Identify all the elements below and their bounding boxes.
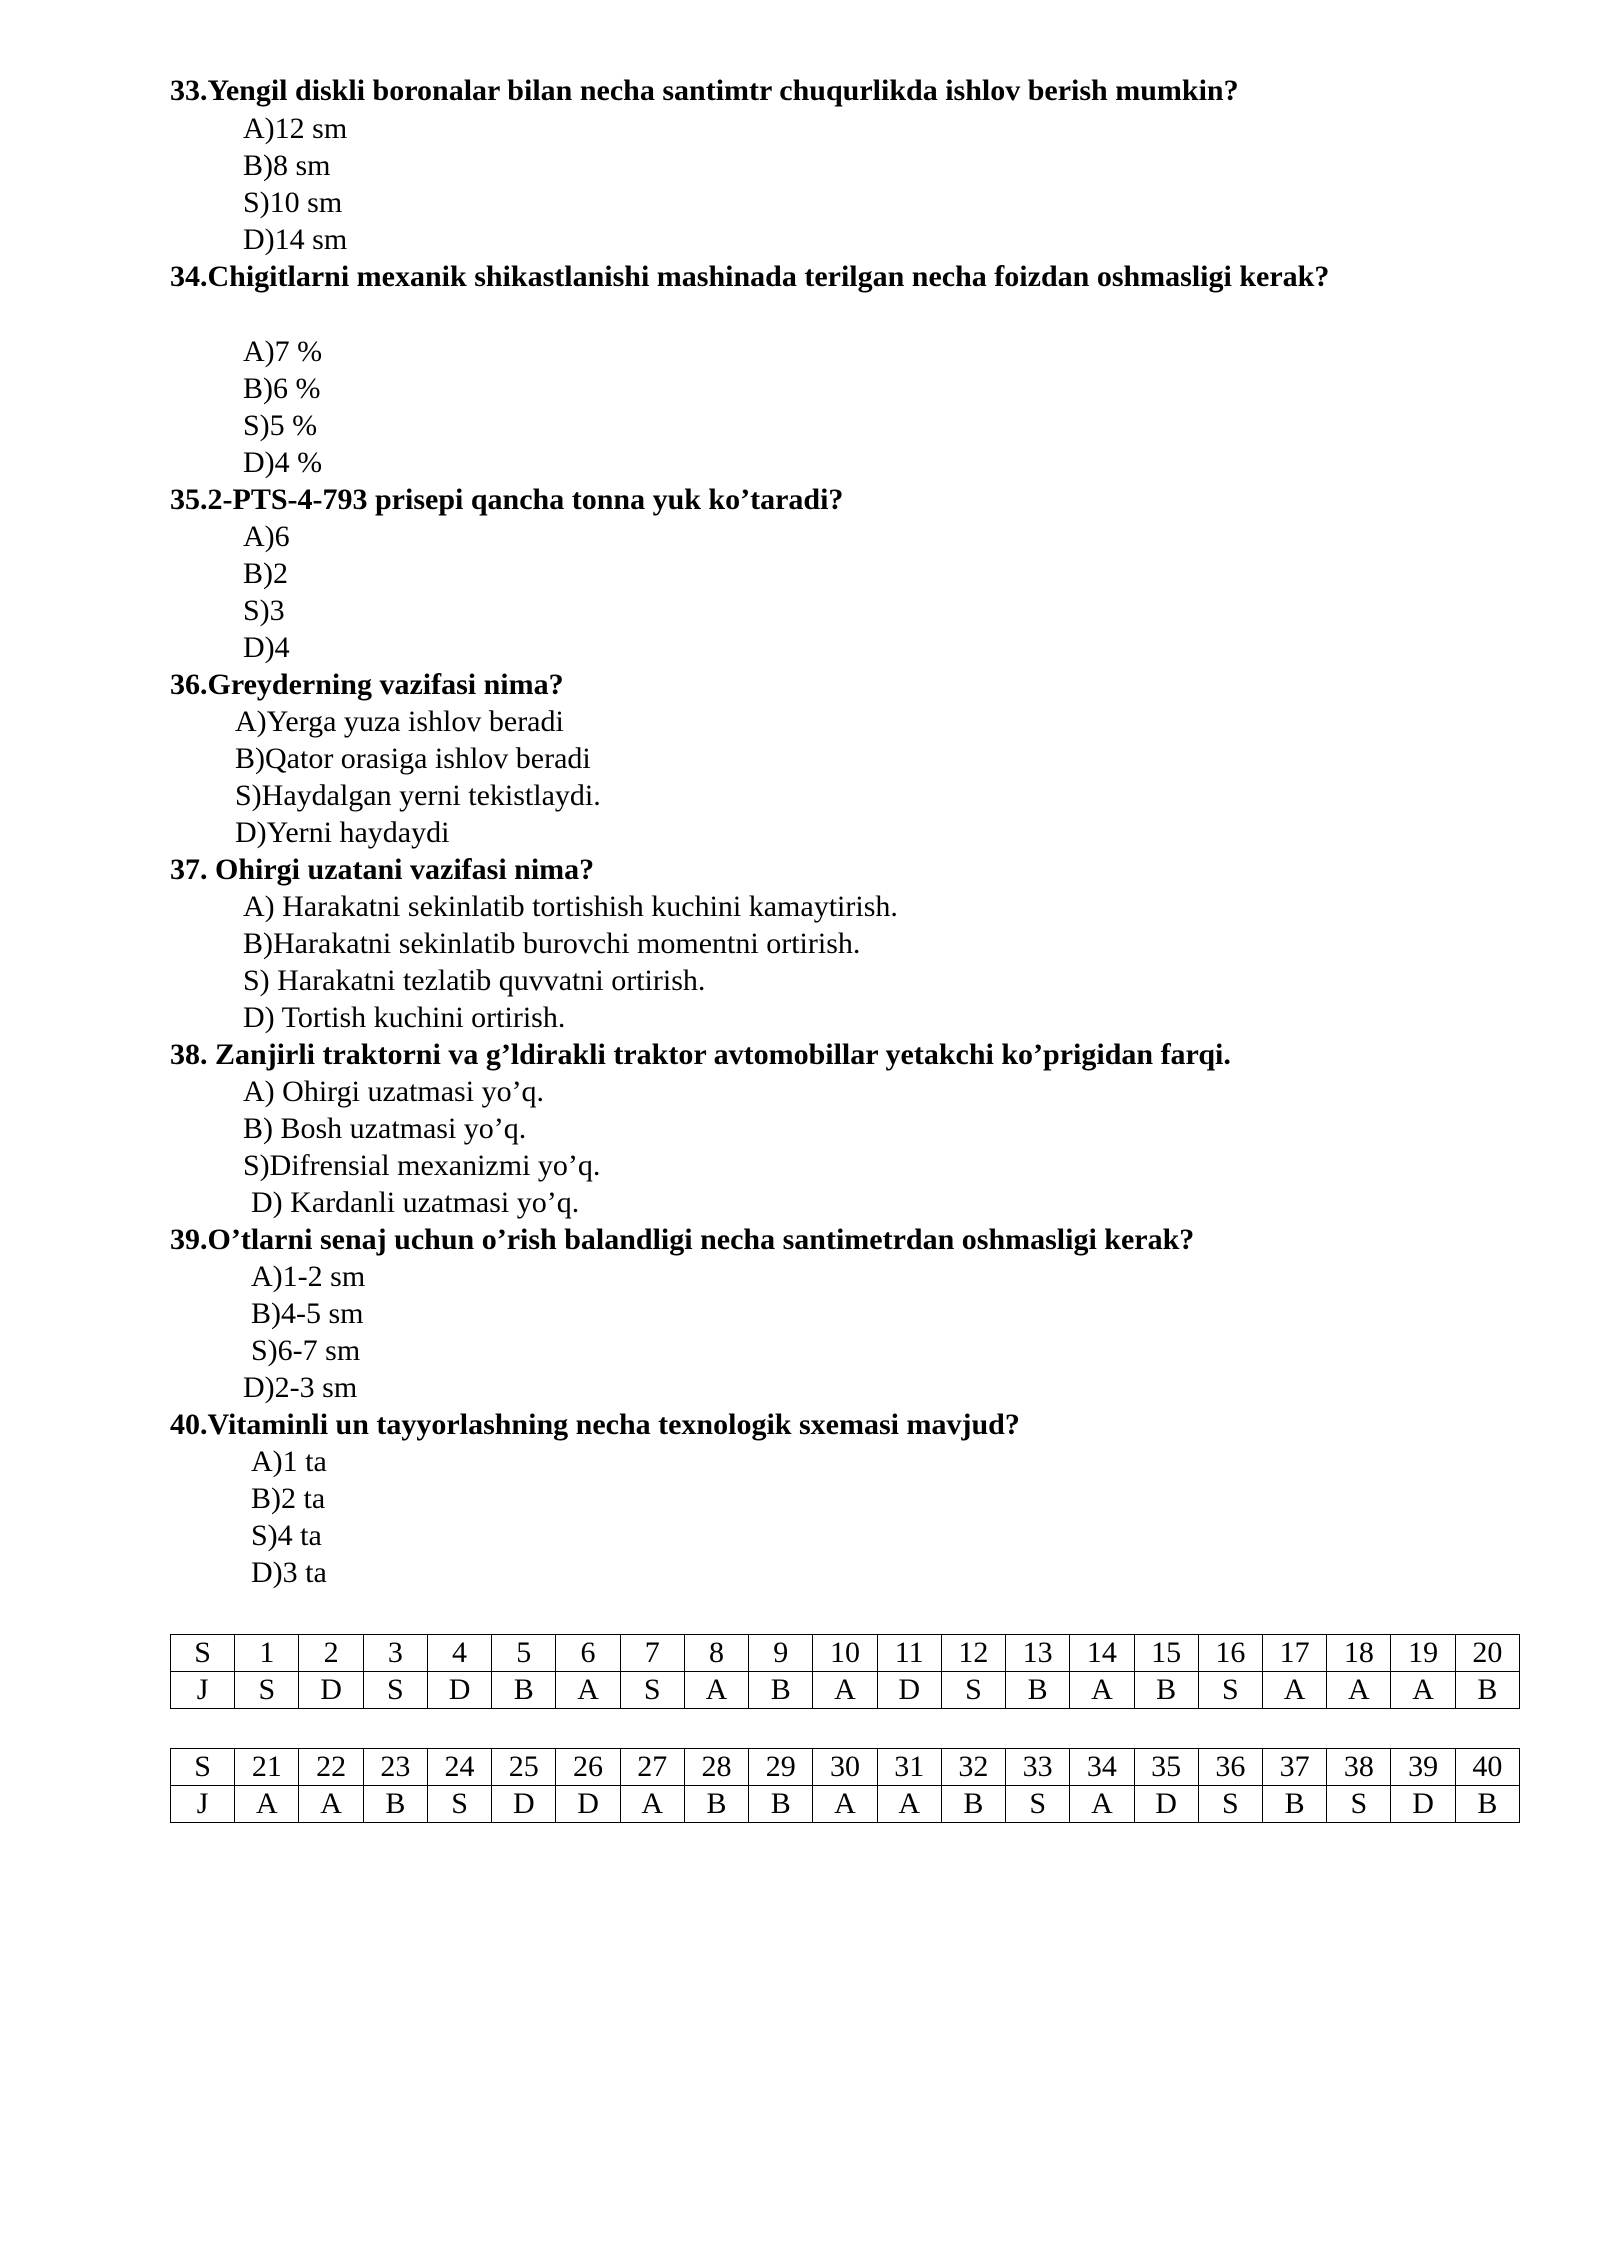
- question-38-option-a: A) Ohirgi uzatmasi yo’q.: [243, 1075, 545, 1108]
- answer-key-answer-row: [171, 1672, 1520, 1709]
- answer-key-question-number-cell: 31: [877, 1749, 941, 1786]
- question-34-option-a: A)7 %: [243, 335, 323, 368]
- answer-key-answer-cell: B: [1134, 1672, 1198, 1709]
- answer-key-question-number-cell: 38: [1327, 1749, 1391, 1786]
- question-36-option-s: S)Haydalgan yerni tekistlaydi.: [235, 779, 601, 812]
- answer-key-question-number-cell: 27: [620, 1749, 684, 1786]
- answer-key-question-number-cell: 11: [877, 1635, 941, 1672]
- answer-key-answer-cell: D: [556, 1786, 620, 1823]
- answer-key-question-number-cell: 6: [556, 1635, 620, 1672]
- question-35-option-d: D)4: [243, 631, 290, 664]
- answer-key-answer-cell: J: [171, 1786, 235, 1823]
- question-40-option-a: A)1 ta: [251, 1445, 327, 1478]
- answer-key-question-number-cell: 22: [299, 1749, 363, 1786]
- answer-key-question-number-cell: 3: [363, 1635, 427, 1672]
- question-39-option-a: A)1-2 sm: [251, 1260, 366, 1293]
- question-34-option-s: S)5 %: [243, 409, 318, 442]
- answer-key-answer-cell: B: [1262, 1786, 1326, 1823]
- answer-key-question-number-cell: 37: [1262, 1749, 1326, 1786]
- answer-key-question-number-cell: 16: [1198, 1635, 1262, 1672]
- answer-key-question-number-cell: 39: [1391, 1749, 1455, 1786]
- answer-key-answer-cell: S: [235, 1672, 299, 1709]
- answer-key-question-number-cell: 7: [620, 1635, 684, 1672]
- question-33-option-d: D)14 sm: [243, 223, 348, 256]
- answer-key-question-number-cell: 12: [941, 1635, 1005, 1672]
- question-39-option-d: D)2-3 sm: [243, 1371, 358, 1404]
- answer-key-answer-cell: S: [1327, 1786, 1391, 1823]
- question-38-option-s: S)Difrensial mexanizmi yo’q.: [243, 1149, 601, 1182]
- question-36-option-d: D)Yerni haydaydi: [235, 816, 450, 849]
- question-34-title: 34.Chigitlarni mexanik shikastlanishi mashinada terilgan necha foizdan oshmasligi kerak?: [170, 260, 1330, 293]
- question-34-option-b: B)6 %: [243, 372, 321, 405]
- question-40-title: 40.Vitaminli un tayyorlashning necha texnologik sxemasi mavjud?: [170, 1408, 1020, 1441]
- answer-key-answer-cell: S: [427, 1786, 491, 1823]
- answer-key-table-1: [170, 1634, 1520, 1709]
- answer-key-answer-cell: D: [877, 1672, 941, 1709]
- answer-key-question-number-cell: 14: [1070, 1635, 1134, 1672]
- answer-key-question-number-cell: 8: [684, 1635, 748, 1672]
- answer-key-answer-cell: S: [620, 1672, 684, 1709]
- answer-key-answer-cell: D: [492, 1786, 556, 1823]
- answer-key-answer-cell: B: [941, 1786, 1005, 1823]
- answer-key-question-number-cell: 13: [1006, 1635, 1070, 1672]
- answer-key-answer-cell: B: [1455, 1672, 1519, 1709]
- question-36-option-b: B)Qator orasiga ishlov beradi: [235, 742, 591, 775]
- question-33-option-b: B)8 sm: [243, 149, 331, 182]
- question-33-title: 33.Yengil diskli boronalar bilan necha santimtr chuqurlikda ishlov berish mumkin?: [170, 74, 1239, 107]
- answer-key-answer-cell: S: [363, 1672, 427, 1709]
- answer-key-question-number-cell: 26: [556, 1749, 620, 1786]
- question-38-option-d: D) Kardanli uzatmasi yo’q.: [251, 1186, 580, 1219]
- answer-key-question-number-cell: 19: [1391, 1635, 1455, 1672]
- answer-key-question-number-cell: 23: [363, 1749, 427, 1786]
- answer-key-answer-cell: S: [1198, 1786, 1262, 1823]
- answer-key-question-number-cell: S: [171, 1749, 235, 1786]
- answer-key-question-number-cell: 25: [492, 1749, 556, 1786]
- question-35-option-a: A)6: [243, 520, 290, 553]
- answer-key-question-number-cell: 4: [427, 1635, 491, 1672]
- answer-key-question-number-cell: 1: [235, 1635, 299, 1672]
- answer-key-question-number-cell: 35: [1134, 1749, 1198, 1786]
- answer-key-answer-cell: A: [813, 1672, 877, 1709]
- question-34-option-d: D)4 %: [243, 446, 323, 479]
- answer-key-question-number-cell: 21: [235, 1749, 299, 1786]
- answer-key-header-row: [171, 1635, 1520, 1672]
- answer-key-answer-cell: A: [620, 1786, 684, 1823]
- answer-key-answer-cell: A: [877, 1786, 941, 1823]
- answer-key-question-number-cell: 18: [1327, 1635, 1391, 1672]
- answer-key-answer-cell: B: [749, 1672, 813, 1709]
- answer-key-answer-cell: D: [427, 1672, 491, 1709]
- answer-key-question-number-cell: 10: [813, 1635, 877, 1672]
- answer-key-table-2: [170, 1748, 1520, 1823]
- answer-key-answer-cell: A: [813, 1786, 877, 1823]
- question-37-option-s: S) Harakatni tezlatib quvvatni ortirish.: [243, 964, 706, 997]
- answer-key-answer-cell: B: [749, 1786, 813, 1823]
- answer-key-answer-cell: B: [363, 1786, 427, 1823]
- answer-key-answer-cell: J: [171, 1672, 235, 1709]
- answer-key-answer-cell: A: [1391, 1672, 1455, 1709]
- answer-key-question-number-cell: 2: [299, 1635, 363, 1672]
- question-39-option-s: S)6-7 sm: [251, 1334, 361, 1367]
- answer-key-question-number-cell: 28: [684, 1749, 748, 1786]
- answer-key-answer-cell: D: [1391, 1786, 1455, 1823]
- question-40-option-d: D)3 ta: [251, 1556, 327, 1589]
- answer-key-answer-cell: A: [556, 1672, 620, 1709]
- question-36-option-a: A)Yerga yuza ishlov beradi: [235, 705, 564, 738]
- answer-key-question-number-cell: 32: [941, 1749, 1005, 1786]
- answer-key-answer-cell: D: [299, 1672, 363, 1709]
- answer-key-answer-cell: A: [1327, 1672, 1391, 1709]
- answer-key-answer-cell: B: [1006, 1672, 1070, 1709]
- question-40-option-s: S)4 ta: [251, 1519, 322, 1552]
- question-39-title: 39.O’tlarni senaj uchun o’rish balandligi necha santimetrdan oshmasligi kerak?: [170, 1223, 1195, 1256]
- answer-key-question-number-cell: 24: [427, 1749, 491, 1786]
- question-39-option-b: B)4-5 sm: [251, 1297, 364, 1330]
- answer-key-answer-cell: A: [1262, 1672, 1326, 1709]
- question-33-option-s: S)10 sm: [243, 186, 343, 219]
- question-38-title: 38. Zanjirli traktorni va g’ldirakli traktor avtomobillar yetakchi ko’prigidan farqi.: [170, 1038, 1231, 1071]
- question-37-option-b: B)Harakatni sekinlatib burovchi momentni ortirish.: [243, 927, 861, 960]
- answer-key-answer-cell: B: [684, 1786, 748, 1823]
- answer-key-answer-cell: B: [492, 1672, 556, 1709]
- question-35-option-b: B)2: [243, 557, 288, 590]
- question-35-title: 35.2-PTS-4-793 prisepi qancha tonna yuk ko’taradi?: [170, 483, 844, 516]
- answer-key-answer-cell: A: [235, 1786, 299, 1823]
- answer-key-answer-cell: S: [1006, 1786, 1070, 1823]
- answer-key-question-number-cell: S: [171, 1635, 235, 1672]
- answer-key-answer-cell: S: [941, 1672, 1005, 1709]
- question-40-option-b: B)2 ta: [251, 1482, 326, 1515]
- answer-key-answer-cell: A: [684, 1672, 748, 1709]
- answer-key-question-number-cell: 20: [1455, 1635, 1519, 1672]
- question-38-option-b: B) Bosh uzatmasi yo’q.: [243, 1112, 527, 1145]
- answer-key-answer-cell: A: [1070, 1786, 1134, 1823]
- answer-key-question-number-cell: 40: [1455, 1749, 1519, 1786]
- question-37-option-d: D) Tortish kuchini ortirish.: [243, 1001, 566, 1034]
- question-35-option-s: S)3: [243, 594, 285, 627]
- answer-key-header-row: [171, 1749, 1520, 1786]
- answer-key-question-number-cell: 36: [1198, 1749, 1262, 1786]
- answer-key-answer-cell: A: [299, 1786, 363, 1823]
- answer-key-question-number-cell: 15: [1134, 1635, 1198, 1672]
- answer-key-question-number-cell: 17: [1262, 1635, 1326, 1672]
- question-37-option-a: A) Harakatni sekinlatib tortishish kuchini kamaytirish.: [243, 890, 898, 923]
- answer-key-question-number-cell: 29: [749, 1749, 813, 1786]
- answer-key-answer-cell: S: [1198, 1672, 1262, 1709]
- answer-key-question-number-cell: 34: [1070, 1749, 1134, 1786]
- answer-key-question-number-cell: 33: [1006, 1749, 1070, 1786]
- answer-key-answer-row: [171, 1786, 1520, 1823]
- answer-key-question-number-cell: 30: [813, 1749, 877, 1786]
- question-37-title: 37. Ohirgi uzatani vazifasi nima?: [170, 853, 595, 886]
- answer-key-answer-cell: A: [1070, 1672, 1134, 1709]
- answer-key-answer-cell: B: [1455, 1786, 1519, 1823]
- answer-key-answer-cell: D: [1134, 1786, 1198, 1823]
- question-33-option-a: A)12 sm: [243, 112, 348, 145]
- answer-key-question-number-cell: 9: [749, 1635, 813, 1672]
- question-36-title: 36.Greyderning vazifasi nima?: [170, 668, 564, 701]
- answer-key-question-number-cell: 5: [492, 1635, 556, 1672]
